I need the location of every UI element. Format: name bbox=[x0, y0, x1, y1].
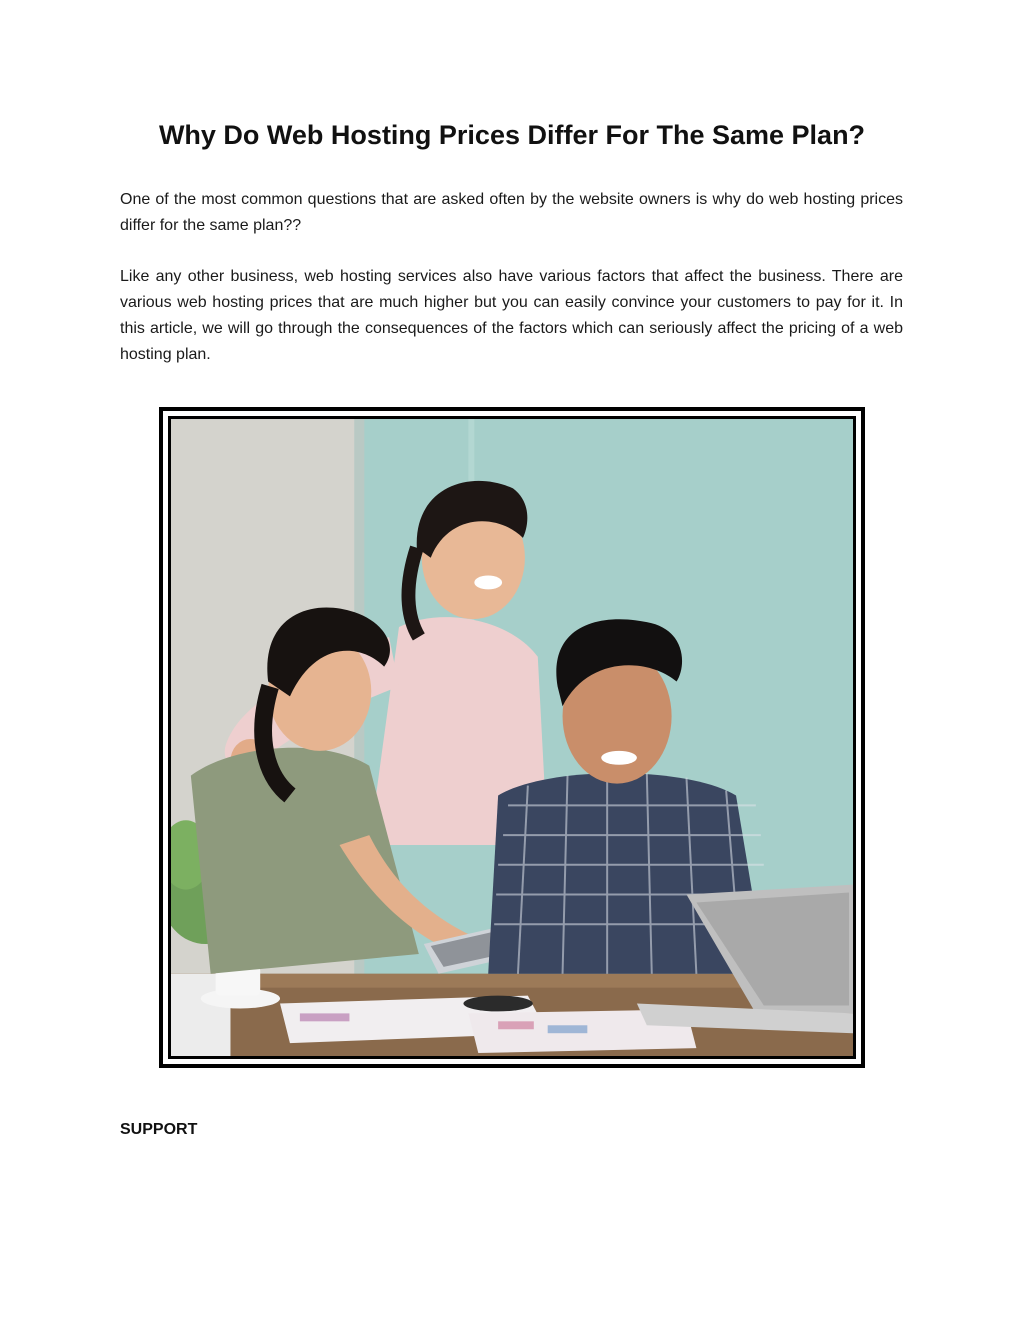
office-team-photo bbox=[171, 419, 853, 1056]
photo-frame bbox=[159, 407, 865, 1068]
photo-inner-border bbox=[168, 416, 856, 1059]
article-title: Why Do Web Hosting Prices Differ For The Same Plan? bbox=[158, 120, 866, 150]
intro-paragraph: One of the most common questions that are asked often by the website owners is why do web hosting prices differ for the same plan?? bbox=[120, 191, 903, 234]
section-heading-support: SUPPORT bbox=[120, 1121, 198, 1138]
body-paragraph: Like any other business, web hosting services also have various factors that affect the business. There are various web hosting prices that are much higher but you can easily convince your customers to pay for it. In this article, we will go through the consequences of the factors which can seriously affect the pricing of a web hosting plan. bbox=[120, 268, 903, 363]
